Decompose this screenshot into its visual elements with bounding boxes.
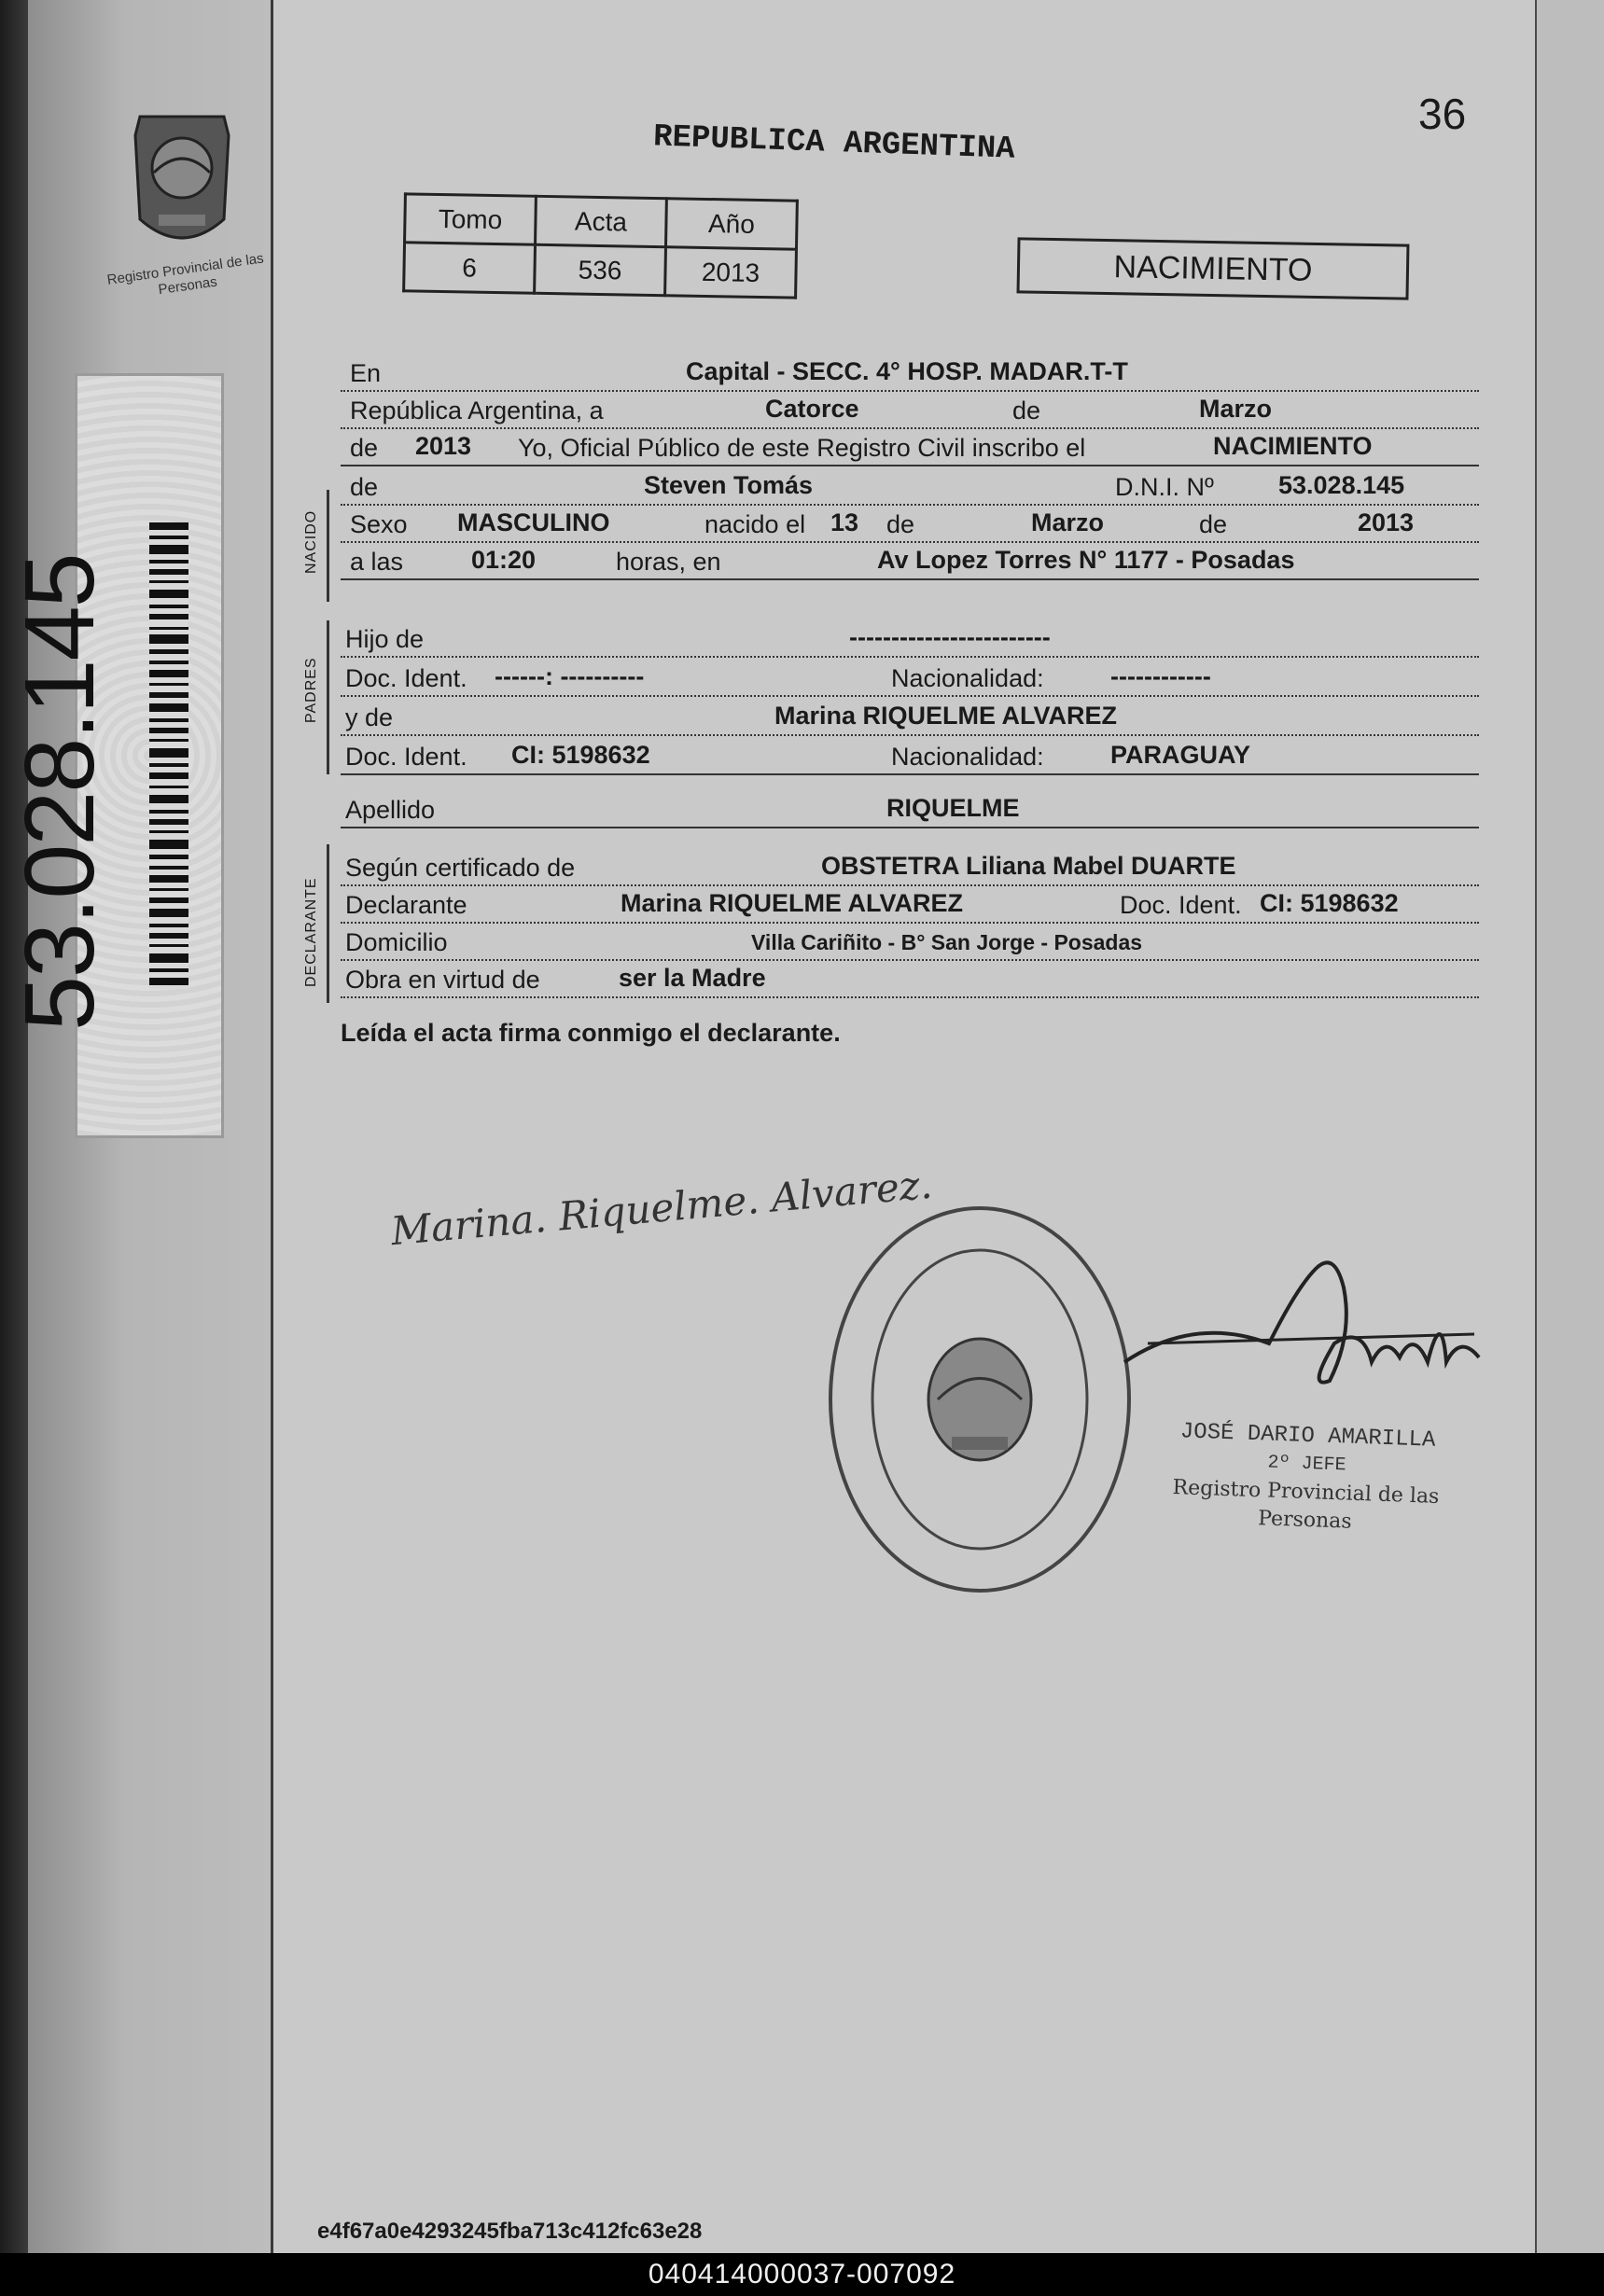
row-republica: [341, 392, 1479, 429]
label-horas-en: horas, en: [616, 548, 721, 576]
value-doc-madre: CI: 5198632: [511, 741, 650, 769]
side-label-padres: PADRES: [303, 657, 319, 723]
value-nombre: Steven Tomás: [644, 471, 814, 499]
value-anio: 2013: [665, 247, 797, 298]
value-tomo: 6: [404, 243, 536, 293]
row-domicilio: [341, 924, 1479, 961]
nacido-section-bar: [327, 490, 329, 602]
header-anio: Año: [665, 199, 797, 249]
row-obra: [341, 961, 1479, 998]
declarant-signature: Marina. Riquelme. Alvarez.: [388, 1161, 934, 1255]
label-doc-declarante: Doc. Ident.: [1120, 891, 1242, 919]
row-madre: [341, 699, 1479, 736]
registry-header-row: [405, 194, 798, 249]
official-stamp: [821, 1199, 1138, 1600]
value-hora: 01:20: [471, 546, 537, 574]
header-tomo: Tomo: [405, 194, 537, 244]
value-nacionalidad-madre: PARAGUAY: [1110, 741, 1251, 769]
row-declarante: [341, 886, 1479, 924]
book-spine: [0, 0, 28, 2253]
document-title: REPUBLICA ARGENTINA: [652, 119, 1016, 168]
row-hora: [341, 543, 1479, 580]
side-label-declarante: DECLARANTE: [303, 877, 319, 987]
official-org: Registro Provincial de las Personas: [1172, 1476, 1440, 1534]
label-nacido-de: de: [350, 473, 379, 501]
value-padre: ------------------------: [849, 623, 1051, 651]
value-doc-padre: ------: ----------: [495, 662, 645, 690]
registry-value-row: [404, 243, 797, 298]
padres-section-bar: [327, 620, 329, 774]
label-nacido-de-anio: de: [1199, 510, 1228, 538]
value-inscribo: NACIMIENTO: [1213, 432, 1373, 460]
label-domicilio: Domicilio: [345, 928, 448, 956]
value-nacido-anio: 2013: [1358, 508, 1415, 536]
value-lugar: Av Lopez Torres N° 1177 - Posadas: [877, 546, 1295, 574]
label-a-las: a las: [350, 548, 404, 576]
label-nacionalidad-padre: Nacionalidad:: [891, 664, 1044, 692]
official-block: [1137, 1417, 1476, 1540]
value-doc-declarante: CI: 5198632: [1260, 889, 1399, 917]
page-number: 36: [1418, 90, 1467, 138]
registry-table: [402, 192, 799, 299]
value-acta: 536: [535, 244, 666, 295]
label-hijo-de: Hijo de: [345, 625, 425, 653]
value-nacionalidad-padre: ------------: [1110, 662, 1211, 690]
label-en: En: [350, 359, 382, 387]
provincial-seal-logo: [121, 107, 243, 257]
label-declarante: Declarante: [345, 891, 467, 919]
footer-bar: [0, 2253, 1604, 2296]
value-madre: Marina RIQUELME ALVAREZ: [774, 702, 1118, 730]
row-doc-padre: [341, 660, 1479, 697]
document-hash: e4f67a0e4293245fba713c412fc63e28: [317, 2219, 703, 2244]
value-dia: Catorce: [765, 395, 859, 423]
row-en: [341, 355, 1479, 392]
value-declarante: Marina RIQUELME ALVAREZ: [621, 889, 964, 917]
footer-id: 040414000037-007092: [648, 2259, 956, 2289]
label-nacionalidad-madre: Nacionalidad:: [891, 743, 1044, 771]
label-de-anio: de: [350, 434, 379, 462]
label-sexo: Sexo: [350, 510, 408, 538]
document-page: [271, 0, 1535, 2253]
label-apellido: Apellido: [345, 796, 436, 824]
header-acta: Acta: [536, 196, 667, 246]
value-obra: ser la Madre: [619, 964, 766, 992]
label-certificado: Según certificado de: [345, 854, 576, 882]
official-name: JOSÉ DARIO AMARILLA: [1179, 1419, 1436, 1454]
sticker-number: 53.028.145: [5, 554, 115, 1031]
row-certificado: [341, 849, 1479, 886]
row-hijo-de: [341, 620, 1479, 658]
value-en: Capital - SECC. 4° HOSP. MADAR.T-T: [686, 357, 1128, 385]
label-doc-madre: Doc. Ident.: [345, 743, 467, 771]
label-doc-padre: Doc. Ident.: [345, 664, 467, 692]
value-mes: Marzo: [1199, 395, 1273, 423]
row-anio: [341, 429, 1479, 466]
value-nacido-mes: Marzo: [1031, 508, 1105, 536]
side-label-nacido: NACIDO: [303, 509, 319, 574]
label-nacido-de-mes: de: [886, 510, 915, 538]
record-type-box: NACIMIENTO: [1017, 237, 1410, 299]
barcode-graphic: [149, 522, 188, 989]
declarante-section-bar: [327, 844, 329, 1003]
official-role: 2º JEFE: [1267, 1452, 1346, 1477]
row-doc-madre: [341, 738, 1479, 775]
label-nacido-el: nacido el: [704, 510, 806, 538]
label-de-mes: de: [1012, 397, 1041, 424]
row-sexo: [341, 506, 1479, 543]
value-domicilio: Villa Cariñito - B° San Jorge - Posadas: [751, 930, 1143, 954]
value-nacido-dia: 13: [830, 508, 859, 536]
label-y-de: y de: [345, 703, 394, 731]
value-apellido: RIQUELME: [886, 794, 1020, 822]
label-obra: Obra en virtud de: [345, 966, 540, 994]
value-certificado: OBSTETRA Liliana Mabel DUARTE: [821, 852, 1236, 880]
row-apellido: [341, 791, 1479, 828]
value-sexo: MASCULINO: [457, 508, 610, 536]
closing-statement: Leída el acta firma conmigo el declarante.: [341, 1019, 841, 1047]
label-oficial: Yo, Oficial Público de este Registro Civil inscribo el: [518, 434, 1086, 462]
official-signature: [1120, 1231, 1484, 1409]
row-nombre: [341, 468, 1479, 506]
logo-caption: Registro Provincial de las Personas: [105, 250, 265, 299]
label-republica: República Argentina, a: [350, 397, 604, 424]
label-dni: D.N.I. Nº: [1115, 473, 1214, 501]
value-dni: 53.028.145: [1278, 471, 1405, 499]
next-page-edge: [1535, 0, 1604, 2253]
value-anio-inscripcion: 2013: [415, 432, 472, 460]
